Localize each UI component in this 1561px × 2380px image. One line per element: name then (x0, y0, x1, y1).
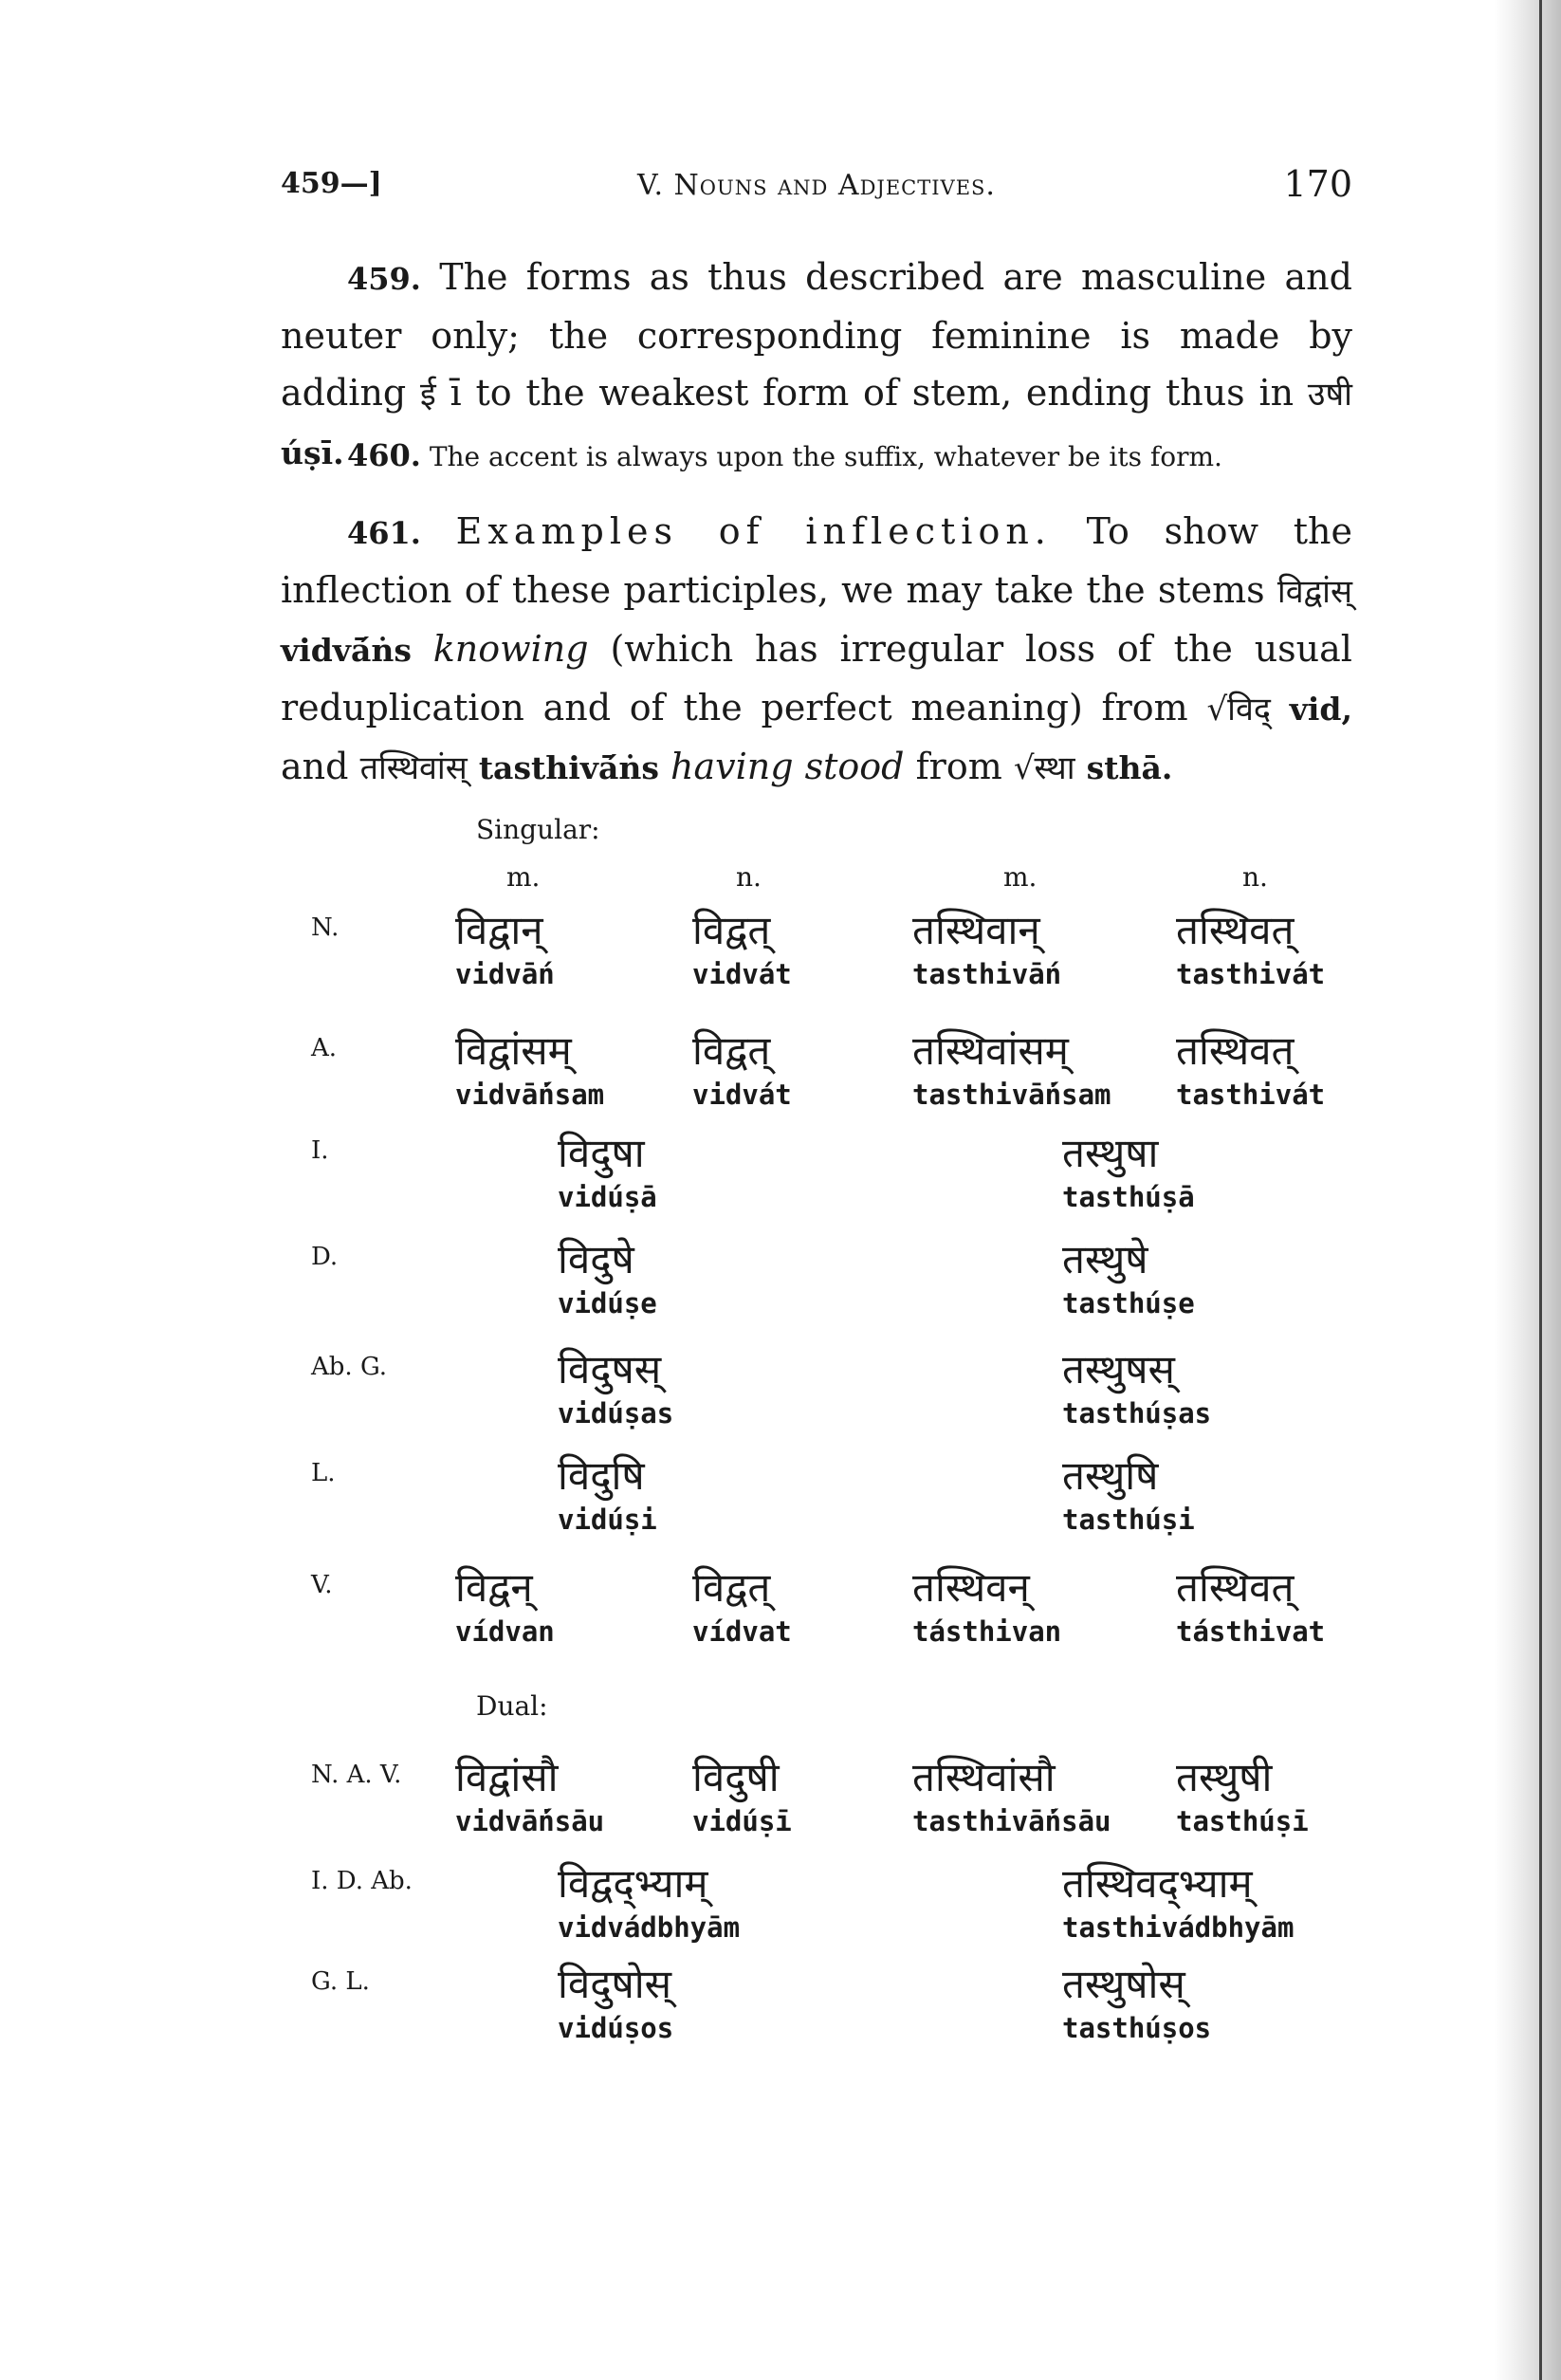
form-neut (1176, 906, 1325, 993)
paradigm-row (0, 1129, 1561, 1233)
transliterated-form: tasthúṣe (1062, 1287, 1195, 1319)
form-masc (912, 1753, 1111, 1840)
devanagari-form: विदुषोस् (558, 1961, 672, 2007)
form-neut (1176, 1026, 1325, 1114)
devanagari-form: विदुषस् (558, 1346, 662, 1393)
form-neut (692, 1753, 792, 1840)
transliterated-form: vidvát (692, 958, 792, 990)
form-masc (455, 1753, 604, 1840)
devanagari-form: विद्वान् (455, 907, 543, 953)
paradigm-row (0, 1753, 1561, 1857)
form-neut (1176, 1563, 1325, 1651)
transliterated-form: vidvā́ṅsāu (455, 1805, 605, 1837)
header-title: V. Nouns and Adjectives. (637, 169, 996, 202)
devanagari-text: √विद् (1206, 691, 1271, 729)
transliterated-form: vidúṣas (558, 1397, 674, 1430)
form-neut (692, 906, 792, 993)
form-common (558, 1235, 657, 1322)
paragraph-461 (281, 503, 1352, 797)
transliteration: úṣī. (281, 434, 344, 471)
case-label: V. (311, 1571, 333, 1599)
form-masc (455, 1563, 555, 1651)
transliterated-form: tasthúṣos (1062, 2012, 1212, 2044)
page-number: 170 (1283, 163, 1352, 205)
transliterated-form: vidúṣe (558, 1287, 657, 1319)
transliterated-form: vidúṣi (558, 1504, 657, 1536)
paragraph-text: ī to the weakest form of stem, ending thus in (450, 372, 1295, 414)
devanagari-form: विद्वत् (692, 1564, 771, 1611)
form-common (558, 1451, 657, 1539)
paragraph-text: (which has irregular loss of the usual reduplication and of the perfect meaning) from (281, 628, 1352, 729)
paradigm-row (0, 1563, 1561, 1668)
case-label: G. L. (311, 1967, 370, 1996)
devanagari-form: तस्थुषा (1062, 1130, 1159, 1176)
devanagari-form: तस्थिवत् (1176, 907, 1295, 953)
paragraph-text: The forms as thus described are masculine and neuter only; the corresponding feminine is made by adding (281, 256, 1352, 414)
transliterated-form: tasthivā́ṅsam (912, 1079, 1111, 1111)
form-masc (912, 1026, 1111, 1114)
paradigm-row (0, 1345, 1561, 1449)
transliterated-form: tasthivát (1176, 1079, 1326, 1111)
devanagari-form: विद्वद्भ्याम् (558, 1860, 708, 1907)
form-common (558, 1345, 673, 1432)
case-label: L. (311, 1459, 336, 1487)
form-neut (692, 1563, 792, 1651)
transliterated-form: vídvat (692, 1615, 792, 1648)
transliterated-form: vidvádbhyām (558, 1911, 741, 1944)
case-label: N. (311, 913, 340, 942)
transliteration: sthā. (1086, 749, 1173, 786)
form-masc (912, 1563, 1061, 1651)
form-neut (1176, 1753, 1309, 1840)
paradigm-row (0, 1235, 1561, 1339)
transliterated-form: tasthivádbhyām (1062, 1911, 1295, 1944)
gender-heading: n. (736, 861, 762, 893)
paragraph-number: 459. (347, 261, 421, 297)
transliterated-form: tasthúṣā (1062, 1181, 1195, 1213)
devanagari-form: विद्वन् (455, 1564, 533, 1611)
gender-heading: m. (506, 861, 541, 893)
devanagari-form: तस्थुषी (1176, 1754, 1273, 1800)
paradigm-row (0, 1451, 1561, 1556)
transliterated-form: vidúṣī (692, 1805, 792, 1837)
form-common (1062, 1960, 1211, 2047)
devanagari-form: तस्थिवत् (1176, 1564, 1295, 1611)
paragraph-text: and (281, 746, 349, 787)
devanagari-text: तस्थिवांस् (359, 749, 468, 787)
header-section: 459—] (281, 167, 382, 200)
form-masc (912, 906, 1061, 993)
case-label: D. (311, 1243, 339, 1271)
devanagari-text: ई (420, 376, 436, 414)
paradigm-row (0, 906, 1561, 1010)
devanagari-form: तस्थिवन् (912, 1564, 1030, 1611)
transliterated-form: tasthivát (1176, 958, 1326, 990)
devanagari-form: विद्वत् (692, 907, 771, 953)
devanagari-form: विद्वत् (692, 1027, 771, 1074)
form-common (1062, 1129, 1195, 1216)
paragraph-text: To show the inflection of these participles, we may take the stems (281, 510, 1352, 611)
transliterated-form: tasthivā́ṅsāu (912, 1805, 1111, 1837)
case-label: I. D. Ab. (311, 1867, 413, 1895)
transliterated-form: vidvát (692, 1079, 792, 1111)
transliterated-form: tásthivan (912, 1615, 1062, 1648)
devanagari-form: तस्थुषि (1062, 1452, 1159, 1499)
transliterated-form: tasthúṣī (1176, 1805, 1309, 1837)
paradigm-row (0, 1026, 1561, 1131)
devanagari-form: तस्थिवान् (912, 907, 1040, 953)
devanagari-text: विद्वांस् (1276, 573, 1352, 611)
devanagari-form: तस्थुषस् (1062, 1346, 1175, 1393)
gloss: having stood (670, 746, 905, 787)
devanagari-text: उषी (1307, 376, 1352, 414)
form-common (1062, 1451, 1195, 1539)
running-header (281, 163, 1352, 211)
paragraph-460 (281, 436, 1352, 476)
form-common (1062, 1859, 1294, 1946)
devanagari-form: विदुषी (692, 1754, 780, 1800)
devanagari-form: विदुषा (558, 1130, 645, 1176)
paragraph-text: from (915, 746, 1002, 787)
transliterated-form: vidúṣos (558, 2012, 674, 2044)
form-common (1062, 1345, 1211, 1432)
form-masc (455, 906, 555, 993)
form-common (558, 1129, 657, 1216)
devanagari-form: विद्वांसौ (455, 1754, 559, 1800)
case-label: Ab. G. (311, 1353, 388, 1381)
devanagari-form: तस्थिवत् (1176, 1027, 1295, 1074)
transliterated-form: tasthivā́n (912, 958, 1062, 990)
paragraph-number: 460. (347, 437, 421, 473)
form-common (558, 1960, 673, 2047)
case-label: A. (311, 1034, 338, 1062)
transliterated-form: tasthúṣi (1062, 1504, 1195, 1536)
paradigm-row (0, 1960, 1561, 2064)
transliterated-form: tasthúṣas (1062, 1397, 1212, 1430)
gender-heading: n. (1242, 861, 1268, 893)
devanagari-form: विद्वांसम् (455, 1027, 572, 1074)
paradigm-row (0, 1859, 1561, 1964)
paragraph-number: 461. (347, 515, 421, 551)
transliterated-form: tásthivat (1176, 1615, 1326, 1648)
devanagari-form: तस्थिवांसौ (912, 1754, 1056, 1800)
transliteration: tasthivā́ṅs (478, 749, 659, 786)
devanagari-form: तस्थुषे (1062, 1236, 1148, 1282)
case-label: I. (311, 1136, 329, 1165)
singular-label: Singular: (476, 814, 600, 845)
devanagari-form: तस्थिवद्भ्याम् (1062, 1860, 1253, 1907)
paragraph-text: The accent is always upon the suffix, whatever be its form. (429, 441, 1222, 472)
form-neut (692, 1026, 792, 1114)
gender-heading: m. (1003, 861, 1038, 893)
transliterated-form: vídvan (455, 1615, 555, 1648)
form-common (1062, 1235, 1195, 1322)
paragraph-heading: Examples of inflection. (455, 510, 1052, 552)
devanagari-form: तस्थुषोस् (1062, 1961, 1185, 2007)
transliterated-form: vidvā́ṅsam (455, 1079, 605, 1111)
transliterated-form: vidúṣā (558, 1181, 657, 1213)
devanagari-text: √स्था (1013, 749, 1075, 787)
gloss: knowing (432, 628, 589, 670)
transliterated-form: vidvā́n (455, 958, 555, 990)
form-masc (455, 1026, 604, 1114)
transliteration: vidvā́ṅs (281, 632, 412, 669)
form-common (558, 1859, 740, 1946)
dual-label: Dual: (476, 1690, 548, 1722)
case-label: N. A. V. (311, 1761, 402, 1789)
devanagari-form: विदुषि (558, 1452, 645, 1499)
transliteration: vid, (1289, 691, 1352, 728)
devanagari-form: विदुषे (558, 1236, 634, 1282)
devanagari-form: तस्थिवांसम् (912, 1027, 1069, 1074)
